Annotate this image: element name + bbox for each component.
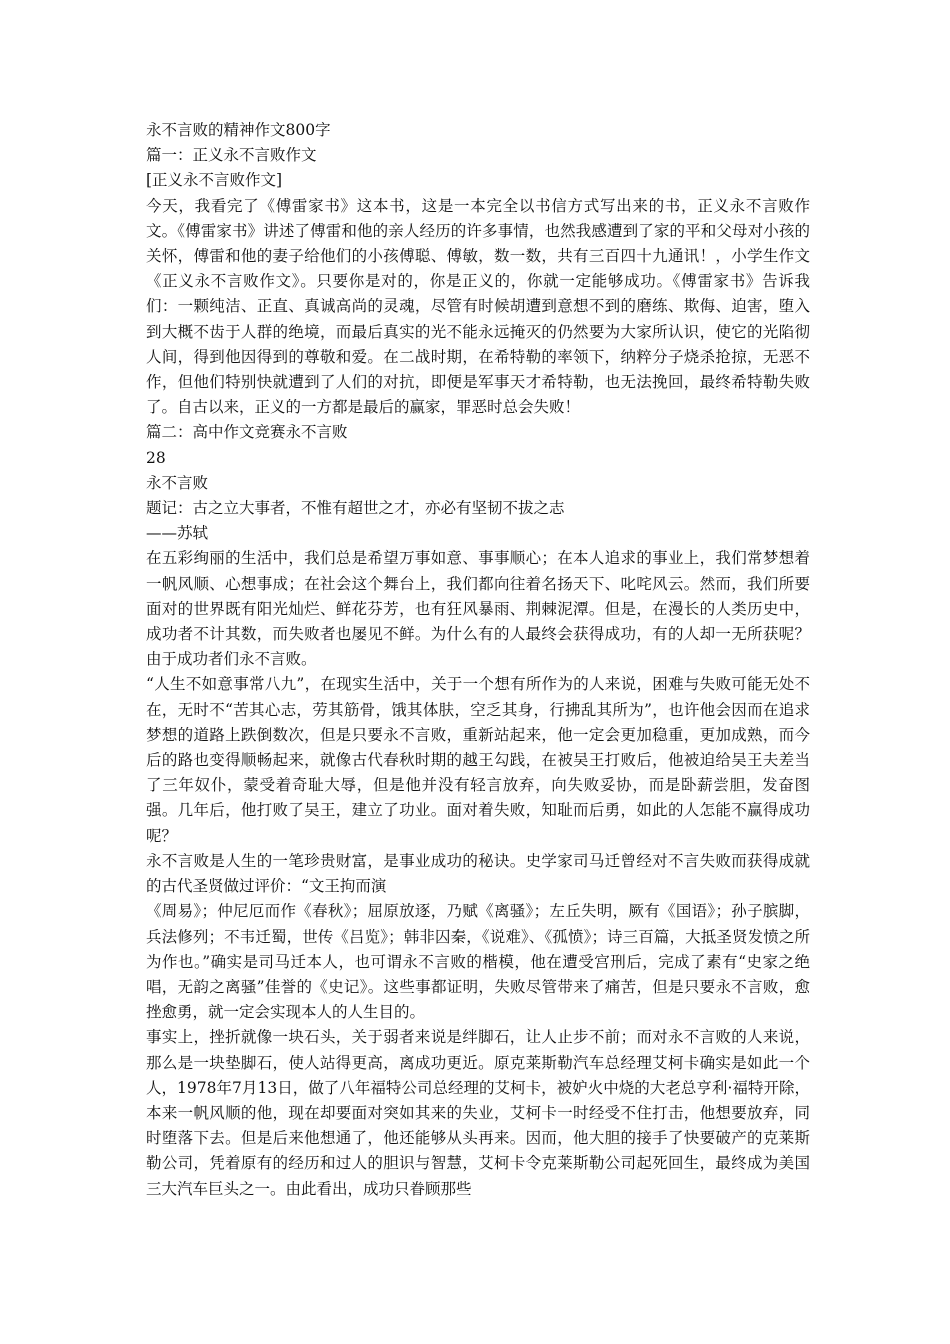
section-heading: 篇一：正义永不言败作文 [146,146,317,165]
epigraph-author: ——苏轼 [146,524,209,543]
paragraph: “人生不如意事常八九”，在现实生活中，关于一个想有所作为的人来说，困难与失败可能无处不在，无时不“苦其心志，劳其筋骨，饿其体肤，空乏其身，行拂乱其所为”，也许他会因而在追求梦想的道路上跌倒数次，但是只要永不言败，重新站起来，他一定会更加稳重，更加成熟，而今后的路也变得顺畅起来，就像古代春秋时期的越王勾践，在被吴王打败后，他被迫给吴王夫差当了三年奴仆，蒙受着奇耻大辱，但是他并没有轻言放弃，向失败妥协，而是卧薪尝胆，发奋图强。几年后，他打败了吴王，建立了功业。面对着失败，知耻而后勇，如此的人怎能不赢得成功呢？ [146,675,810,845]
paragraph: 今天，我看完了《傅雷家书》这本书，这是一本完全以书信方式写出来的书，正义永不言败作文。《傅雷家书》讲述了傅雷和他的亲人经历的许多事情，也然我感遭到了家的平和父母对小孩的关怀，傅雷和他的妻子给他们的小孩傅聪、傅敏，数一数，共有三百四十九通讯！，小学生作文《正义永不言败作文》。只要你是对的，你是正义的，你就一定能够成功。《傅雷家书》告诉我们：一颗纯洁、正直、真诚高尚的灵魂，尽管有时候胡遭到意想不到的磨练、欺侮、迫害，堕入到大概不齿于人群的绝境，而最后真实的光不能永远掩灭的仍然要为大家所认识，使它的光陷彻人间，得到他因得到的尊敬和爱。在二战时期，在希特勒的率领下，纳粹分子烧杀抢掠，无恶不作，但他们特别快就遭到了人们的对抗，即便是军事天才希特勒，也无法挽回，最终希特勒失败了。自古以来，正义的一方都是最后的赢家，罪恶时总会失败！ [146,196,810,417]
section-heading: 篇二：高中作文竞赛永不言败 [146,423,348,442]
document-page [146,118,810,1202]
paragraph: 在五彩绚丽的生活中，我们总是希望万事如意、事事顺心；在本人追求的事业上，我们常梦想着一帆风顺、心想事成；在社会这个舞台上，我们都向往着名扬天下、叱咤风云。然而，我们所要面对的世界既有阳光灿烂、鲜花芬芳，也有狂风暴雨、荆棘泥潭。但是，在漫长的人类历史中，成功者不计其数，而失败者也屡见不鲜。为什么有的人最终会获得成功，有的人却一无所获呢？由于成功者们永不言败。 [146,549,810,669]
section-subheading: [正义永不言败作文] [146,171,283,190]
paragraph: 28 [146,448,166,467]
epigraph: 题记：古之立大事者，不惟有超世之才，亦必有坚韧不拔之志 [146,499,565,518]
essay-title: 永不言败 [146,473,209,492]
paragraph: 事实上，挫折就像一块石头，关于弱者来说是绊脚石，让人止步不前；而对永不言败的人来说，那么是一块垫脚石，使人站得更高，离成功更近。原克莱斯勒汽车总经理艾柯卡确实是如此一个人，1978年7月13日，做了八年福特公司总经理的艾柯卡，被妒火中烧的大老总亨利·福特开除，本来一帆风顺的他，现在却要面对突如其来的失业，艾柯卡一时经受不住打击，他想要放弃，同时堕落下去。但是后来他想通了，他还能够从头再来。因而，他大胆的接手了快要破产的克莱斯勒公司，凭着原有的经历和过人的胆识与智慧，艾柯卡令克莱斯勒公司起死回生，最终成为美国三大汽车巨头之一。由此看出，成功只眷顾那些 [146,1028,810,1198]
document-title: 永不言败的精神作文800字 [146,121,331,139]
paragraph: 《周易》；仲尼厄而作《春秋》；屈原放逐，乃赋《离骚》；左丘失明，厥有《国语》；孙子膑脚，兵法修列；不韦迁蜀，世传《吕览》；韩非囚秦，《说难》、《孤愤》；诗三百篇，大抵圣贤发愤之所为作也。”确实是司马迁本人，也可谓永不言败的楷模，他在遭受宫刑后，完成了素有“史家之绝唱，无韵之离骚”佳誉的《史记》。这些事都证明，失败尽管带来了痛苦，但是只要永不言败，愈挫愈勇，就一定会实现本人的人生目的。 [146,902,810,1022]
paragraph: 永不言败是人生的一笔珍贵财富，是事业成功的秘诀。史学家司马迁曾经对不言失败而获得成就的古代圣贤做过评价：“文王拘而演 [146,851,810,896]
